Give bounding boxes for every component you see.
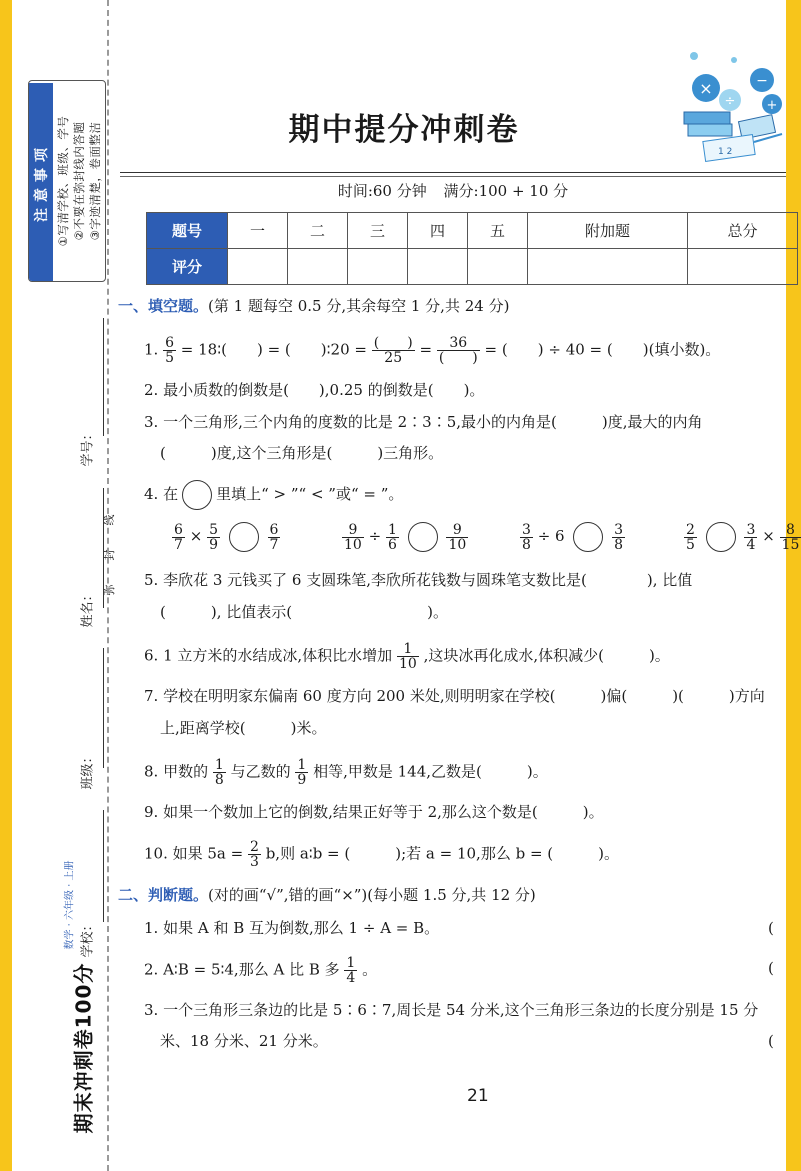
question-2-2: 2. A∶B = 5∶4,那么 A 比 B 多 $\frac{1}{4}$ 。 (144, 955, 378, 986)
score-table-row1-label: 题号 (147, 213, 228, 249)
answer-paren-1[interactable]: ( (768, 919, 774, 937)
score-table-col: 四 (408, 213, 468, 249)
compare-item-3: $\frac{3}{8}$ ÷ 6 $\frac{3}{8}$ (522, 521, 624, 553)
question-1-5b: ( ), 比值表示( )。 (160, 603, 448, 621)
answer-paren-3[interactable]: ( (768, 1032, 774, 1050)
notice-line-3: ③字迹清楚，卷面整洁 (88, 121, 102, 241)
question-1-8: 8. 甲数的 $\frac{1}{8}$ 与乙数的 $\frac{1}{9}$ 相等,甲数是 144,乙数是( )。 (144, 757, 548, 788)
exam-full-score: 满分:100 + 10 分 (443, 182, 569, 200)
question-2-3b: 米、18 分米、21 分米。 (160, 1032, 328, 1050)
answer-circle[interactable] (408, 522, 438, 552)
score-table-col: 一 (228, 213, 288, 249)
field-line-class (103, 648, 104, 768)
section1-heading: 一、填空题。(第 1 题每空 0.5 分,其余每空 1 分,共 24 分) (118, 297, 510, 315)
answer-circle[interactable] (573, 522, 603, 552)
field-line-school (103, 810, 104, 922)
question-1-5a: 5. 李欣花 3 元钱买了 6 支圆珠笔,李欣所花钱数与圆珠笔支数比是( ), 比值 (144, 571, 693, 589)
score-cell[interactable] (288, 249, 348, 285)
notice-line-1: ①写清学校、班级、学号 (56, 115, 70, 247)
notice-box (28, 80, 106, 282)
svg-text:1 2: 1 2 (718, 147, 733, 157)
score-table-col: 三 (348, 213, 408, 249)
answer-circle[interactable] (706, 522, 736, 552)
seal-word-2: 封 (103, 549, 116, 561)
svg-text:×: × (699, 79, 713, 98)
score-cell[interactable] (228, 249, 288, 285)
exam-page (12, 0, 800, 1171)
question-1-3b: ( )度,这个三角形是( )三角形。 (160, 444, 444, 462)
score-table-col: 五 (468, 213, 528, 249)
math-books-illustration-icon (674, 42, 786, 160)
question-2-1: 1. 如果 A 和 B 互为倒数,那么 1 ÷ A = B。 (144, 919, 440, 937)
field-student-no: 学号： (80, 427, 96, 467)
notice-line-2: ②不要在弥封线内答题 (72, 121, 86, 241)
compare-circle-icon (182, 480, 212, 510)
field-line-student-no (103, 318, 104, 436)
svg-text:÷: ÷ (724, 94, 736, 109)
question-2-3a: 3. 一个三角形三条边的比是 5∶6∶7,周长是 54 分米,这个三角形三条边的长度分别是 15 分 (144, 1001, 759, 1019)
score-table-row2-label: 评分 (147, 249, 228, 285)
question-1-3a: 3. 一个三角形,三个内角的度数的比是 2∶3∶5,最小的内角是( )度,最大的内角 (144, 413, 703, 431)
header-rule (120, 172, 786, 173)
question-1-10: 10. 如果 5a = $\frac{2}{3}$ b,则 a∶b = ( );若 a = 10,那么 b = ( )。 (144, 839, 620, 870)
score-table-row-scores (147, 249, 798, 285)
score-cell[interactable] (687, 249, 797, 285)
answer-circle[interactable] (229, 522, 259, 552)
score-table-col: 二 (288, 213, 348, 249)
score-cell[interactable] (528, 249, 688, 285)
subject-label: 数学 · 六年级 · 上册 (64, 860, 76, 950)
score-table-col: 总分 (687, 213, 797, 249)
field-school: 学校： (80, 918, 96, 958)
page-title: 期中提分冲刺卷 (288, 112, 520, 148)
notice-tag: 注意事项 (29, 83, 53, 281)
exam-meta (120, 180, 786, 201)
svg-text:+: + (766, 98, 778, 113)
question-1-1: 1. $\frac{6}{5}$ = 18∶( ) = ( )∶20 = $\frac{( )}{25}$ = $\frac{36}{( )}$ = ( ) ÷ 40 = ( )(填小数)。 (144, 335, 721, 366)
seal-word-3: 弥 (103, 584, 116, 596)
field-class: 班级： (80, 750, 96, 790)
seal-word-1: 线 (103, 514, 116, 526)
score-table-row-questions (147, 213, 798, 249)
brand-label: 期末冲刺卷100分 (71, 962, 96, 1134)
svg-text:−: − (756, 73, 768, 89)
exam-time: 时间:60 分钟 (337, 182, 427, 200)
header-rule-thin (120, 176, 786, 177)
question-1-7b: 上,距离学校( )米。 (160, 719, 327, 737)
question-1-9: 9. 如果一个数加上它的倒数,结果正好等于 2,那么这个数是( )。 (144, 803, 604, 821)
question-1-2: 2. 最小质数的倒数是( ),0.25 的倒数是( )。 (144, 381, 485, 399)
score-cell[interactable] (468, 249, 528, 285)
field-name: 姓名： (80, 588, 96, 628)
score-cell[interactable] (408, 249, 468, 285)
section2-heading: 二、判断题。(对的画“√”,错的画“×”)(每小题 1.5 分,共 12 分) (118, 886, 536, 904)
question-1-6: 6. 1 立方米的水结成冰,体积比水增加 $\frac{1}{10}$ ,这块冰再化成水,体积减少( )。 (144, 641, 670, 672)
question-1-7a: 7. 学校在明明家东偏南 60 度方向 200 米处,则明明家在学校( )偏( )( )方向 (144, 687, 765, 705)
compare-item-4: $\frac{2}{5}$ $\frac{3}{4}$ × $\frac{8}{15}$ (686, 521, 800, 553)
question-1-4: 4. 在 里填上“ > ”“ < ”或“ = ”。 (144, 480, 403, 510)
score-table-col: 附加题 (528, 213, 688, 249)
compare-item-2: $\frac{9}{10}$ ÷ $\frac{1}{6}$ $\frac{9}{10}$ (344, 521, 467, 553)
page-number: 21 (467, 1086, 489, 1106)
score-table (146, 212, 798, 285)
seal-dashed-line (107, 0, 109, 1171)
score-cell[interactable] (348, 249, 408, 285)
answer-paren-2[interactable]: ( (768, 959, 774, 977)
compare-item-1: $\frac{6}{7}$ × $\frac{5}{9}$ $\frac{6}{7}$ (174, 521, 279, 553)
